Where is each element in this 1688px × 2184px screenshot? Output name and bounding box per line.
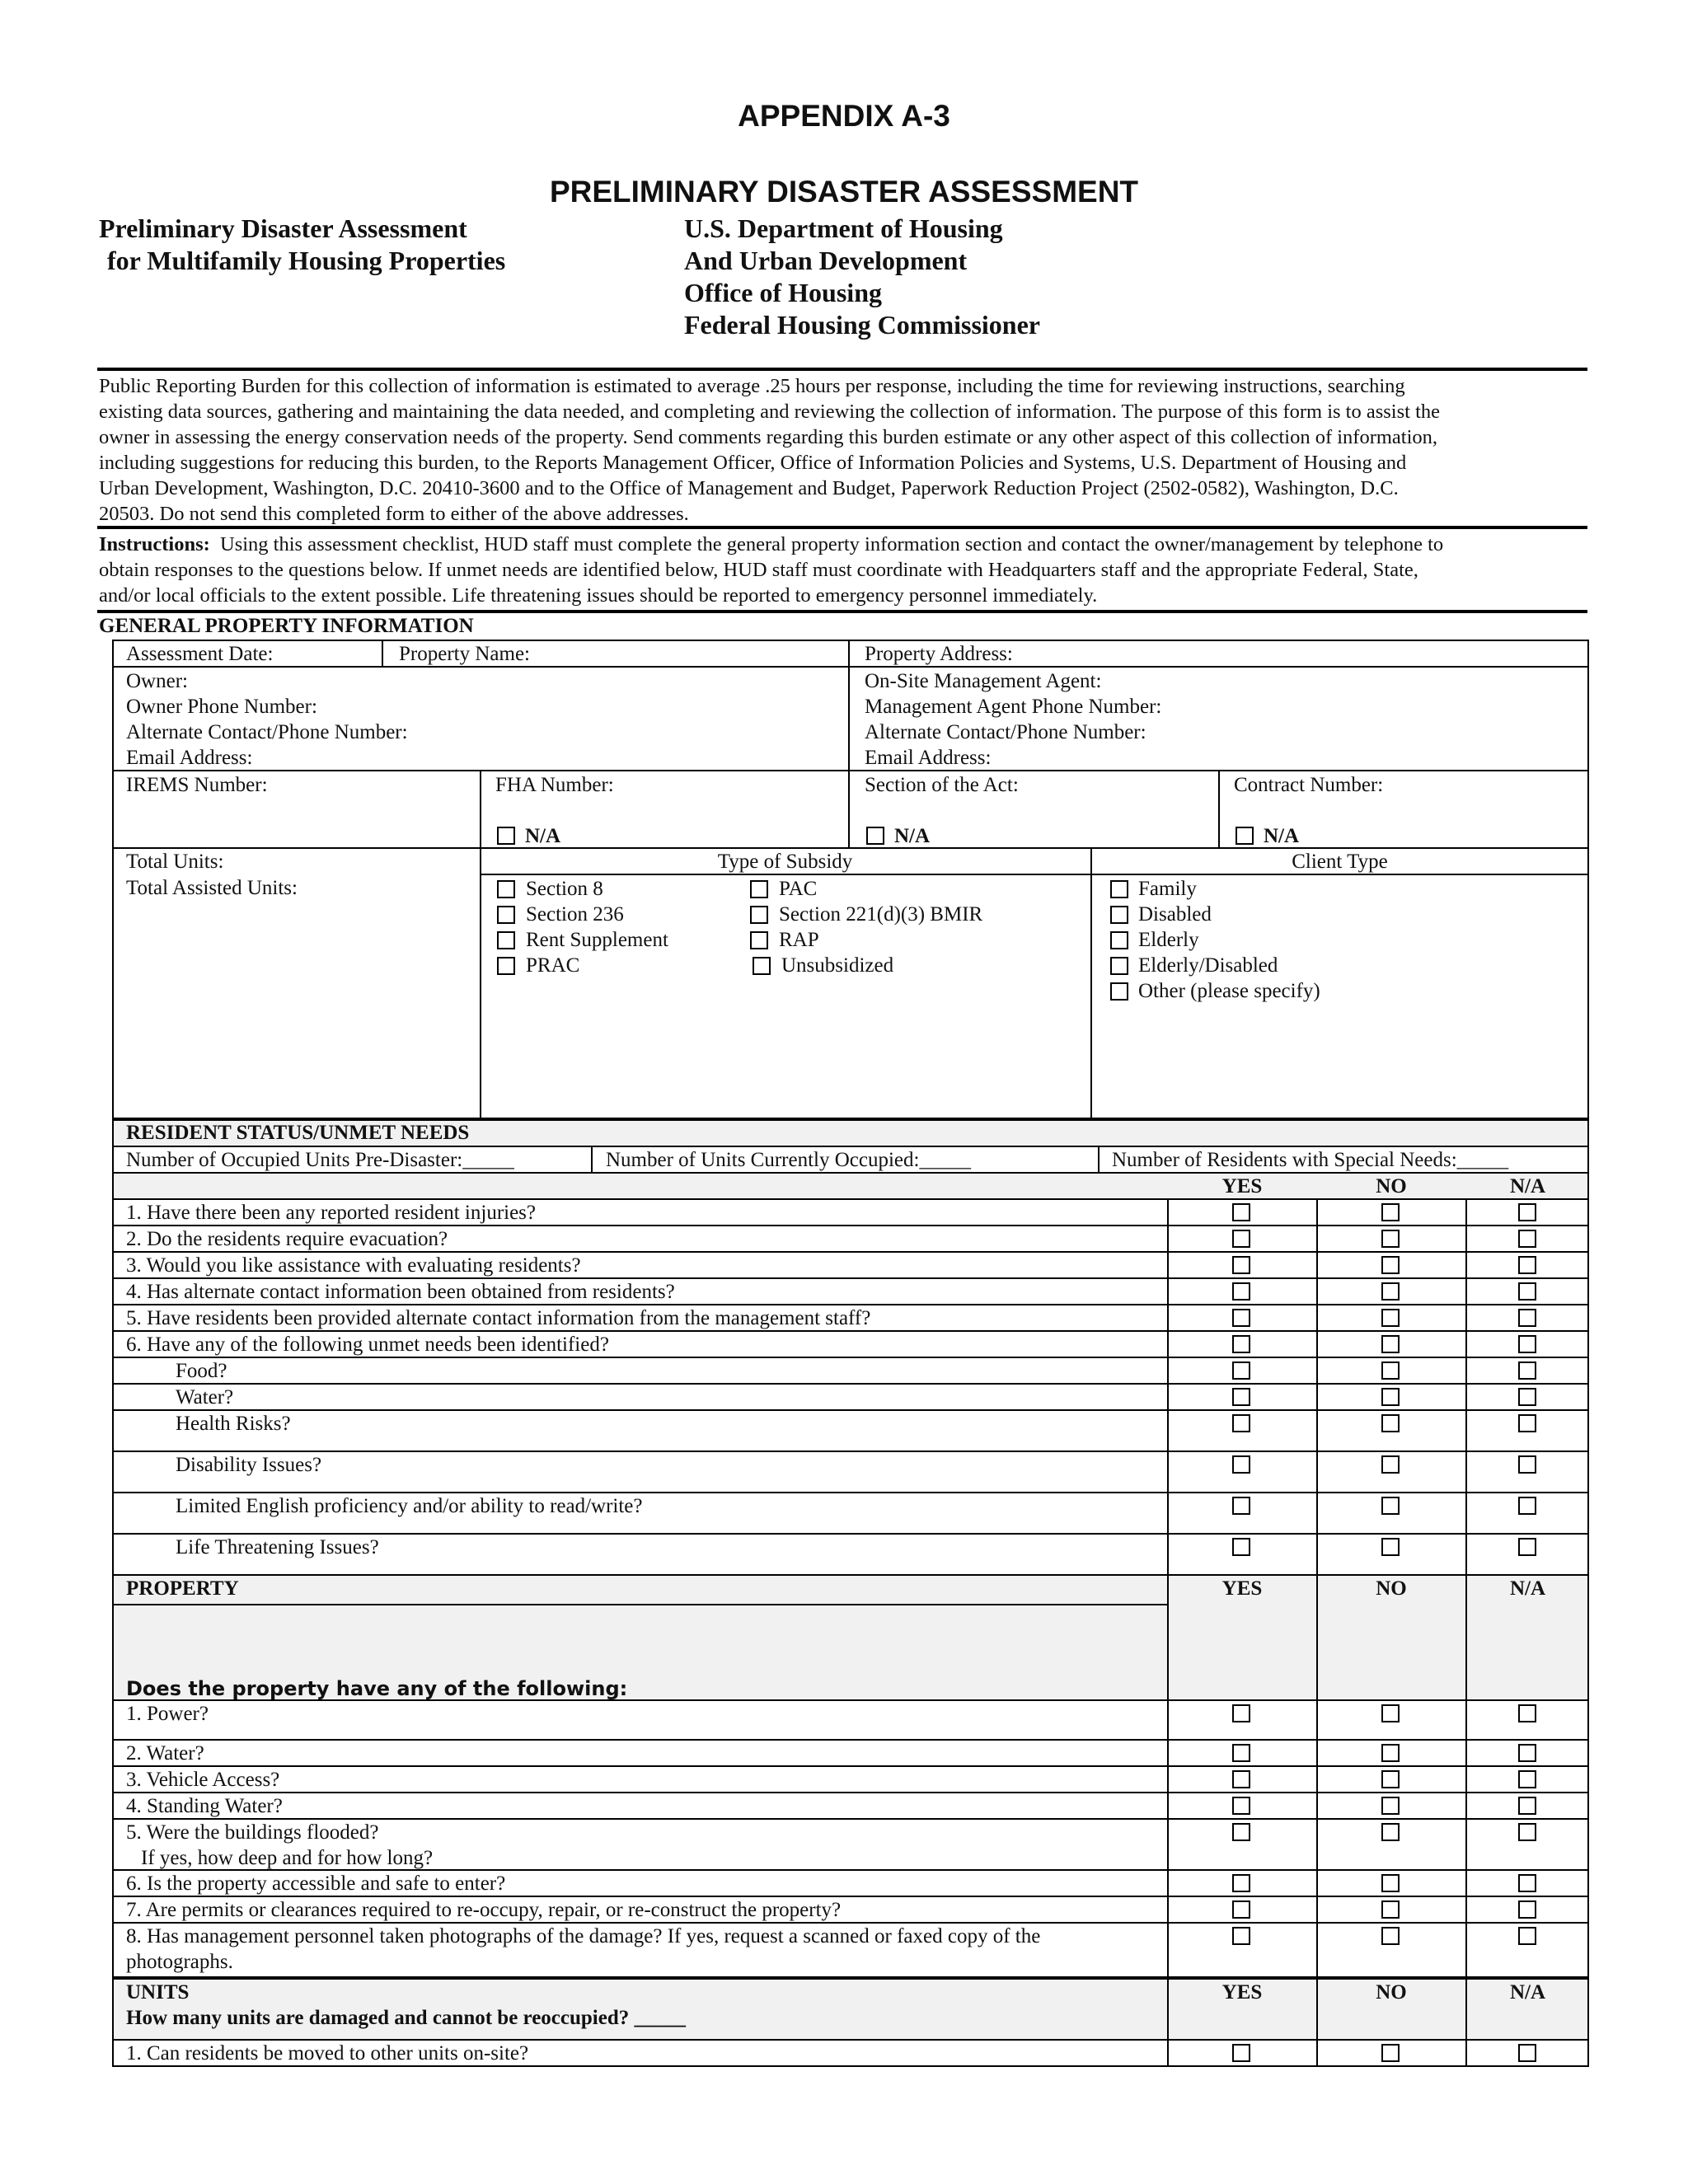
table-rule (1316, 1922, 1318, 1978)
question-text: 1. Can residents be moved to other units on-site? (126, 2042, 529, 2064)
question-text: Life Threatening Issues? (176, 1536, 379, 1558)
client-type-option: Other (please specify) (1138, 980, 1320, 1002)
client-type-checkbox[interactable] (1110, 906, 1128, 924)
subsidy-option: PAC (779, 878, 818, 900)
no-checkbox[interactable] (1381, 1823, 1400, 1841)
na-checkbox[interactable] (1518, 1282, 1536, 1301)
header-right-line: Federal Housing Commissioner (684, 310, 1040, 340)
no-checkbox[interactable] (1381, 1335, 1400, 1353)
special-needs-field[interactable]: Number of Residents with Special Needs:_____ (1112, 1149, 1509, 1171)
subsidy-option: PRAC (526, 954, 580, 977)
table-rule (1167, 1277, 1169, 1305)
subsidy-checkbox[interactable] (750, 880, 768, 898)
table-rule (1098, 1146, 1100, 1174)
na-checkbox[interactable] (1518, 1770, 1536, 1788)
question-row (112, 1765, 1589, 1793)
no-checkbox[interactable] (1381, 1230, 1400, 1248)
table-rule (1167, 1896, 1169, 1924)
instructions-line: Using this assessment checklist, HUD staff must complete the general property information section and contact the owner/management by telephone to (220, 533, 1444, 555)
header-left-line: Preliminary Disaster Assessment (99, 213, 467, 243)
question-text: 8. Has management personnel taken photographs of the damage? If yes, request a scanned or faxed copy of the (126, 1925, 1041, 1947)
table-rule (1465, 2039, 1467, 2067)
header-right-line: U.S. Department of Housing (684, 213, 1003, 243)
no-checkbox[interactable] (1381, 1256, 1400, 1274)
subsidy-checkbox[interactable] (497, 906, 515, 924)
client-type-checkbox[interactable] (1110, 982, 1128, 1001)
na-checkbox[interactable] (1518, 1203, 1536, 1221)
na-header: N/A (1509, 1981, 1546, 2004)
client-type-checkbox[interactable] (1110, 957, 1128, 975)
yes-checkbox[interactable] (1232, 1455, 1250, 1474)
table-rule (1167, 1739, 1169, 1767)
table-rule (1316, 1896, 1318, 1924)
occupied-now-field[interactable]: Number of Units Currently Occupied:_____ (606, 1149, 971, 1171)
table-rule (1316, 1409, 1318, 1452)
table-rule (1465, 1451, 1467, 1493)
table-rule (1167, 1409, 1169, 1452)
na-checkbox[interactable] (1518, 1900, 1536, 1919)
no-checkbox[interactable] (1381, 1927, 1400, 1945)
question-text: Health Risks? (176, 1413, 291, 1435)
agent-field[interactable]: Email Address: (865, 747, 992, 769)
burden-line: Public Reporting Burden for this collection of information is estimated to average .25 hours per response, including the time for reviewing instructions, searching (99, 375, 1405, 397)
no-checkbox[interactable] (1381, 1874, 1400, 1892)
agent-field[interactable]: Alternate Contact/Phone Number: (865, 721, 1146, 743)
table-rule (1316, 1451, 1318, 1493)
table-rule (1316, 1198, 1318, 1226)
no-header: NO (1376, 1175, 1407, 1197)
header-right-line: And Urban Development (684, 246, 968, 275)
table-rule (1167, 1492, 1169, 1535)
divider (97, 368, 1587, 371)
yes-checkbox[interactable] (1232, 1309, 1250, 1327)
yes-checkbox[interactable] (1232, 1335, 1250, 1353)
question-text: 3. Would you like assistance with evaluating residents? (126, 1254, 581, 1277)
na-checkbox[interactable] (1518, 1497, 1536, 1515)
contract-na-label: N/A (1264, 825, 1300, 847)
table-rule (1465, 1739, 1467, 1767)
irems-label[interactable]: IREMS Number: (126, 774, 268, 796)
owner-block (126, 668, 408, 771)
no-checkbox[interactable] (1381, 1538, 1400, 1556)
na-checkbox[interactable] (1518, 1744, 1536, 1762)
na-header: N/A (1509, 1577, 1546, 1600)
na-checkbox[interactable] (1518, 2044, 1536, 2062)
table-rule (1316, 1492, 1318, 1535)
header-right (684, 213, 1040, 341)
instructions (99, 532, 1591, 608)
question-text: 1. Power? (126, 1703, 209, 1725)
no-header: NO (1376, 1981, 1407, 2004)
section-act-label[interactable]: Section of the Act: (865, 774, 1019, 796)
question-text: 2. Do the residents require evacuation? (126, 1228, 448, 1250)
property-address-label[interactable]: Property Address: (865, 643, 1013, 665)
question-text: Limited English proficiency and/or ability to read/write? (176, 1495, 643, 1517)
header-left-line: for Multifamily Housing Properties (107, 246, 506, 275)
subsidy-checkbox[interactable] (497, 957, 515, 975)
yes-header: YES (1221, 1175, 1263, 1197)
yes-checkbox[interactable] (1232, 1282, 1250, 1301)
yes-checkbox[interactable] (1232, 1203, 1250, 1221)
question-text: 6. Is the property accessible and safe to enter? (126, 1872, 506, 1895)
no-checkbox[interactable] (1381, 1900, 1400, 1919)
table-rule (848, 640, 850, 771)
yes-checkbox[interactable] (1232, 1797, 1250, 1815)
instructions-label: Instructions: (99, 533, 210, 555)
subsidy-checkbox[interactable] (750, 906, 768, 924)
subsidy-checkbox[interactable] (497, 931, 515, 949)
burden-line: existing data sources, gathering and maintaining the data needed, and completing and reviewing the collection of information. The purpose of this form is to assist the (99, 401, 1441, 423)
question-text: 5. Were the buildings flooded? (126, 1821, 379, 1844)
table-rule (1465, 1304, 1467, 1332)
no-checkbox[interactable] (1381, 1361, 1400, 1380)
agent-field[interactable]: Management Agent Phone Number: (865, 696, 1162, 718)
subsidy-checkbox[interactable] (497, 880, 515, 898)
table-rule (1465, 1383, 1467, 1411)
table-rule (1465, 1896, 1467, 1924)
table-rule (1167, 1869, 1169, 1897)
table-rule (1167, 1818, 1169, 1871)
yes-checkbox[interactable] (1232, 1874, 1250, 1892)
table-rule (1167, 1330, 1169, 1358)
na-checkbox[interactable] (1518, 1361, 1536, 1380)
question-text: 6. Have any of the following unmet needs been identified? (126, 1333, 609, 1356)
no-checkbox[interactable] (1381, 1704, 1400, 1722)
header-left (99, 213, 505, 277)
client-type-option: Disabled (1138, 903, 1212, 926)
resident-heading: RESIDENT STATUS/UNMET NEEDS (126, 1122, 470, 1144)
question-text: 1. Have there been any reported resident injuries? (126, 1202, 537, 1224)
assessment-date-label[interactable]: Assessment Date: (126, 643, 274, 665)
divider (97, 610, 1587, 613)
table-rule (1167, 1251, 1169, 1279)
na-checkbox[interactable] (1518, 1823, 1536, 1841)
table-rule (1316, 1533, 1318, 1576)
yes-checkbox[interactable] (1232, 1414, 1250, 1432)
no-checkbox[interactable] (1381, 1455, 1400, 1474)
table-rule (1316, 1251, 1318, 1279)
subsidy-checkbox[interactable] (750, 931, 768, 949)
table-rule (1465, 1357, 1467, 1385)
table-rule (1316, 1357, 1318, 1385)
table-rule (1167, 1451, 1169, 1493)
instructions-line: and/or local officials to the extent possible. Life threatening issues should be reported to emergency personnel immediately. (99, 584, 1098, 607)
question-text: Disability Issues? (176, 1454, 322, 1476)
table-rule (112, 770, 1589, 771)
question-row (112, 1739, 1589, 1767)
subsidy-option: Section 8 (526, 878, 603, 900)
question-text: 2. Water? (126, 1742, 204, 1765)
table-rule (1316, 2039, 1318, 2067)
question-row (112, 1409, 1589, 1452)
burden-line: owner in assessing the energy conservation needs of the property. Send comments regarding this burden estimate or any other aspect of this collection of information, (99, 426, 1438, 448)
header-right-line: Office of Housing (684, 278, 882, 307)
yes-checkbox[interactable] (1232, 1538, 1250, 1556)
na-checkbox[interactable] (1518, 1230, 1536, 1248)
yes-checkbox[interactable] (1232, 1388, 1250, 1406)
table-rule (1167, 1304, 1169, 1332)
table-rule (1465, 1869, 1467, 1897)
na-checkbox[interactable] (1518, 1414, 1536, 1432)
na-checkbox[interactable] (1518, 1309, 1536, 1327)
table-rule (1090, 847, 1092, 1119)
property-subheading: Does the property have any of the following: (126, 1677, 628, 1700)
table-rule (1316, 1330, 1318, 1358)
table-rule (848, 770, 850, 849)
na-header: N/A (1509, 1175, 1546, 1197)
subsidy-option: Unsubsidized (781, 954, 894, 977)
table-rule (1465, 1699, 1467, 1741)
table-rule (1316, 1818, 1318, 1871)
table-rule (1167, 1922, 1169, 1978)
table-rule (1167, 1765, 1169, 1793)
no-checkbox[interactable] (1381, 1388, 1400, 1406)
instructions-line: obtain responses to the questions below. If unmet needs are identified below, HUD staff must coordinate with Headquarters staff and the appropriate Federal, State, (99, 559, 1418, 581)
units-subheading[interactable]: How many units are damaged and cannot be reoccupied? _____ (126, 2007, 686, 2029)
question-text: 4. Has alternate contact information been obtained from residents? (126, 1281, 675, 1303)
table-rule (1465, 1818, 1467, 1871)
question-text: 7. Are permits or clearances required to re-occupy, repair, or re-construct the property? (126, 1899, 842, 1921)
yes-header: YES (1221, 1981, 1263, 2004)
agent-field[interactable]: On-Site Management Agent: (865, 670, 1102, 692)
table-rule (1316, 1739, 1318, 1767)
no-checkbox[interactable] (1381, 1744, 1400, 1762)
table-rule (1465, 1277, 1467, 1305)
na-checkbox[interactable] (1518, 1927, 1536, 1945)
question-text: Water? (176, 1386, 234, 1408)
table-rule (1167, 1699, 1169, 1741)
question-text: 5. Have residents been provided alternate contact information from the management staff? (126, 1307, 871, 1329)
table-rule (1316, 1765, 1318, 1793)
table-rule (1465, 1251, 1467, 1279)
na-checkbox[interactable] (1518, 1455, 1536, 1474)
na-checkbox[interactable] (1518, 1797, 1536, 1815)
table-rule (1167, 1198, 1169, 1226)
question-row (112, 1383, 1589, 1411)
no-checkbox[interactable] (1381, 1309, 1400, 1327)
question-text: If yes, how deep and for how long? (141, 1847, 434, 1869)
section-na-label: N/A (894, 825, 931, 847)
table-rule (1316, 1792, 1318, 1820)
agent-block (865, 668, 1161, 771)
table-rule (1167, 1357, 1169, 1385)
client-type-option: Elderly (1138, 929, 1199, 951)
table-rule (1316, 1304, 1318, 1332)
subsidy-option: Section 221(d)(3) BMIR (779, 903, 983, 926)
section-na-checkbox[interactable] (866, 827, 884, 845)
table-rule (1167, 1533, 1169, 1576)
table-rule (1465, 1922, 1467, 1978)
property-heading: PROPERTY (126, 1577, 239, 1600)
yes-checkbox[interactable] (1232, 1770, 1250, 1788)
question-row (112, 1792, 1589, 1820)
yes-checkbox[interactable] (1232, 1744, 1250, 1762)
question-row (112, 1699, 1589, 1741)
question-text: photographs. (126, 1951, 233, 1973)
total-assisted-label[interactable]: Total Assisted Units: (126, 877, 298, 899)
property-name-label[interactable]: Property Name: (399, 643, 530, 665)
yes-checkbox[interactable] (1232, 1361, 1250, 1380)
na-checkbox[interactable] (1518, 1388, 1536, 1406)
client-type-checkbox[interactable] (1110, 931, 1128, 949)
question-text: 3. Vehicle Access? (126, 1769, 280, 1791)
yes-checkbox[interactable] (1232, 1927, 1250, 1945)
general-heading: GENERAL PROPERTY INFORMATION (99, 615, 474, 637)
table-rule (1167, 2039, 1169, 2067)
table-rule (1316, 1277, 1318, 1305)
table-rule (1465, 1765, 1467, 1793)
table-rule (1316, 1225, 1318, 1253)
form-title: PRELIMINARY DISASTER ASSESSMENT (549, 175, 1139, 209)
table-rule (1316, 1383, 1318, 1411)
subsidy-checkbox[interactable] (753, 957, 771, 975)
burden-line: 20503. Do not send this completed form to either of the above addresses. (99, 503, 689, 525)
yes-checkbox[interactable] (1232, 1704, 1250, 1722)
table-rule (591, 1146, 593, 1174)
client-header: Client Type (1292, 851, 1388, 873)
subsidy-option: Section 236 (526, 903, 624, 926)
na-checkbox[interactable] (1518, 1704, 1536, 1722)
table-rule (1316, 1699, 1318, 1741)
table-rule (1465, 1330, 1467, 1358)
occupied-pre-field[interactable]: Number of Occupied Units Pre-Disaster:_____ (126, 1149, 514, 1171)
table-rule (1167, 1383, 1169, 1411)
units-heading: UNITS (126, 1981, 190, 2004)
burden-line: including suggestions for reducing this burden, to the Reports Management Officer, Office of Information Policies and Systems, U.S. Department of Housing and (99, 452, 1407, 474)
burden-statement (99, 373, 1591, 527)
divider (97, 526, 1587, 529)
table-rule (1465, 1225, 1467, 1253)
client-type-option: Family (1138, 878, 1197, 900)
no-checkbox[interactable] (1381, 1414, 1400, 1432)
no-checkbox[interactable] (1381, 1797, 1400, 1815)
yes-checkbox[interactable] (1232, 2044, 1250, 2062)
table-rule (112, 666, 1589, 668)
no-checkbox[interactable] (1381, 1770, 1400, 1788)
owner-field[interactable]: Email Address: (126, 747, 253, 769)
burden-line: Urban Development, Washington, D.C. 20410-3600 and to the Office of Management and Budget, Paperwork Reduction Project (2502-0582), Washington, D.C. (99, 477, 1399, 499)
yes-header: YES (1221, 1577, 1263, 1600)
owner-field[interactable]: Alternate Contact/Phone Number: (126, 721, 408, 743)
table-rule (1167, 1225, 1169, 1253)
owner-field[interactable]: Owner: (126, 670, 188, 692)
no-header: NO (1376, 1577, 1407, 1600)
table-rule (112, 847, 1589, 849)
table-rule (1465, 1533, 1467, 1576)
yes-checkbox[interactable] (1232, 1497, 1250, 1515)
na-checkbox[interactable] (1518, 1538, 1536, 1556)
yes-checkbox[interactable] (1232, 1823, 1250, 1841)
yes-checkbox[interactable] (1232, 1900, 1250, 1919)
owner-field[interactable]: Owner Phone Number: (126, 696, 317, 718)
client-type-checkbox[interactable] (1110, 880, 1128, 898)
question-text: 4. Standing Water? (126, 1795, 283, 1817)
table-rule (1465, 1198, 1467, 1226)
table-rule (1465, 1492, 1467, 1535)
question-text: Food? (176, 1360, 227, 1382)
table-rule (1316, 1869, 1318, 1897)
no-checkbox[interactable] (1381, 1203, 1400, 1221)
table-rule (112, 1604, 1169, 1605)
fha-na-label: N/A (525, 825, 561, 847)
na-checkbox[interactable] (1518, 1874, 1536, 1892)
subsidy-option: RAP (779, 929, 819, 951)
table-rule (382, 640, 383, 668)
table-rule (1465, 1409, 1467, 1452)
total-units-label[interactable]: Total Units: (126, 851, 224, 873)
na-checkbox[interactable] (1518, 1335, 1536, 1353)
contract-label[interactable]: Contract Number: (1234, 774, 1384, 796)
no-checkbox[interactable] (1381, 1282, 1400, 1301)
yes-checkbox[interactable] (1232, 1230, 1250, 1248)
table-rule (1167, 1792, 1169, 1820)
question-row (112, 1357, 1589, 1385)
client-type-option: Elderly/Disabled (1138, 954, 1278, 977)
table-rule (1218, 770, 1220, 849)
no-checkbox[interactable] (1381, 2044, 1400, 2062)
subsidy-header: Type of Subsidy (717, 851, 853, 873)
na-checkbox[interactable] (1518, 1256, 1536, 1274)
question-row (112, 1451, 1589, 1493)
appendix-title: APPENDIX A-3 (738, 99, 950, 133)
fha-label[interactable]: FHA Number: (495, 774, 614, 796)
contract-na-checkbox[interactable] (1236, 827, 1254, 845)
no-checkbox[interactable] (1381, 1497, 1400, 1515)
subsidy-option: Rent Supplement (526, 929, 668, 951)
table-rule (1465, 1792, 1467, 1820)
yes-checkbox[interactable] (1232, 1256, 1250, 1274)
fha-na-checkbox[interactable] (497, 827, 515, 845)
table-rule (480, 770, 481, 1119)
